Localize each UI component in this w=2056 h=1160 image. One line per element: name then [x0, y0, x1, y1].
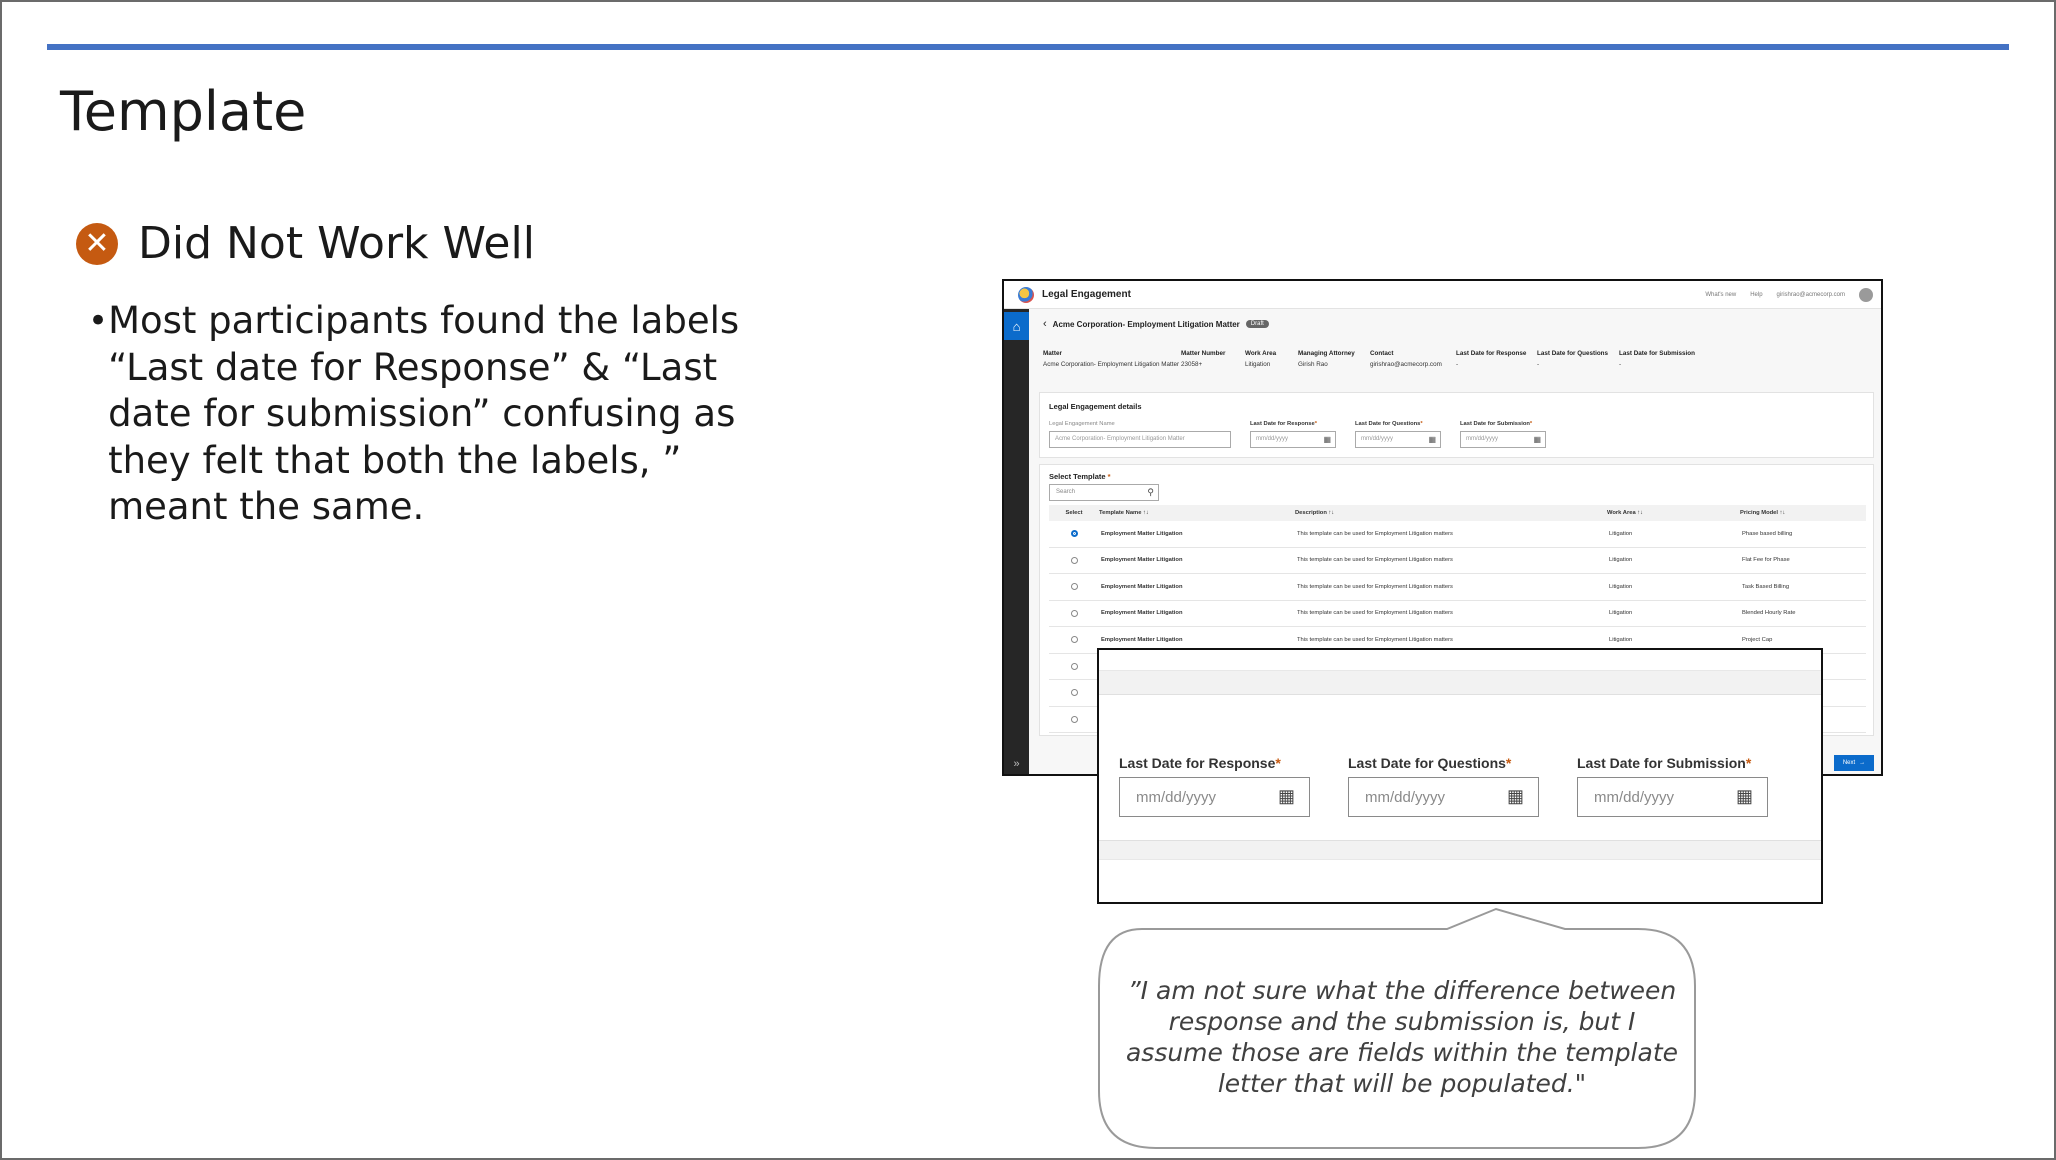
- select-cell: [1049, 663, 1099, 670]
- meta-value: Litigation: [1245, 361, 1271, 368]
- accent-rule: [47, 44, 2009, 50]
- pricing-model-cell: Phase based billing: [1742, 530, 1793, 537]
- template-name-cell: Employment Matter Litigation: [1101, 530, 1183, 537]
- help-link[interactable]: Help: [1750, 292, 1763, 298]
- column-header[interactable]: Description ↑↓: [1295, 510, 1335, 516]
- finding-heading: [76, 218, 535, 269]
- engagement-name-label: Legal Engagement Name: [1049, 421, 1115, 427]
- select-cell: [1049, 530, 1099, 537]
- meta-label: Work Area: [1245, 350, 1277, 357]
- zoom-response-field[interactable]: mm/dd/yyyy ▦: [1119, 777, 1310, 817]
- work-area-cell: Litigation: [1609, 530, 1633, 537]
- calendar-icon[interactable]: ▦: [1506, 786, 1524, 806]
- calendar-icon[interactable]: ▦: [1533, 435, 1541, 444]
- select-cell: [1049, 610, 1099, 617]
- user-email[interactable]: girishrao@acmecorp.com: [1776, 292, 1845, 298]
- pricing-model-cell: Blended Hourly Rate: [1742, 610, 1796, 617]
- app-top-links: [1705, 288, 1873, 302]
- meta-label: Last Date for Response: [1456, 350, 1527, 357]
- pricing-model-cell: Task Based Billing: [1742, 583, 1790, 590]
- questions-date-field[interactable]: mm/dd/yyyy ▦: [1355, 431, 1441, 448]
- select-cell: [1049, 716, 1099, 723]
- next-button[interactable]: Next →: [1834, 755, 1874, 771]
- participant-quote: ”I am not sure what the difference between response and the submission is, but I assume those are fields within the template letter that will be populated.": [1125, 976, 1679, 1098]
- meta-last-date-response: [1456, 350, 1526, 368]
- response-date-field[interactable]: mm/dd/yyyy ▦: [1250, 431, 1336, 448]
- column-header: Select: [1065, 510, 1083, 516]
- select-cell: [1049, 636, 1099, 643]
- side-rail: [1004, 309, 1029, 776]
- breadcrumb-title: Acme Corporation- Employment Litigation Matter: [1052, 319, 1240, 329]
- select-radio[interactable]: [1071, 610, 1078, 617]
- meta-value: Girish Rao: [1298, 361, 1328, 368]
- meta-value: -: [1456, 361, 1459, 368]
- work-area-cell: Litigation: [1609, 557, 1633, 564]
- table-row[interactable]: [1049, 521, 1866, 548]
- select-cell: [1049, 583, 1099, 590]
- column-header[interactable]: Template Name ↑↓: [1099, 510, 1149, 516]
- description-cell: This template can be used for Employment Litigation matters: [1297, 636, 1453, 643]
- zoom-band: [1099, 670, 1821, 695]
- select-radio[interactable]: [1071, 636, 1078, 643]
- meta-label: Matter: [1043, 350, 1062, 357]
- zoom-questions-field[interactable]: mm/dd/yyyy ▦: [1348, 777, 1539, 817]
- questions-date-label: Last Date for Questions*: [1355, 421, 1423, 427]
- column-header[interactable]: Work Area ↑↓: [1607, 510, 1644, 516]
- engagement-name-field[interactable]: Acme Corporation- Employment Litigation Matter: [1049, 431, 1231, 448]
- app-name: Legal Engagement: [1042, 289, 1131, 300]
- pricing-model-cell: Project Cap: [1742, 636, 1773, 643]
- meta-label: Matter Number: [1181, 350, 1226, 357]
- select-radio[interactable]: [1071, 716, 1078, 723]
- submission-date-field[interactable]: mm/dd/yyyy ▦: [1460, 431, 1546, 448]
- calendar-icon[interactable]: ▦: [1277, 786, 1295, 806]
- x-circle-icon: ✕: [76, 223, 118, 265]
- zoom-submission-label: Last Date for Submission*: [1577, 755, 1752, 771]
- search-icon[interactable]: ⚲: [1147, 487, 1154, 497]
- meta-value: Acme Corporation- Employment Litigation Matter: [1043, 361, 1180, 368]
- meta-last-date-submission: [1619, 350, 1695, 368]
- response-date-label: Last Date for Response*: [1250, 421, 1318, 427]
- select-radio[interactable]: [1071, 557, 1078, 564]
- table-row[interactable]: [1049, 601, 1866, 628]
- calendar-icon[interactable]: ▦: [1735, 786, 1753, 806]
- description-cell: This template can be used for Employment Litigation matters: [1297, 557, 1453, 564]
- select-radio[interactable]: [1071, 689, 1078, 696]
- calendar-icon[interactable]: ▦: [1323, 435, 1331, 444]
- submission-date-label: Last Date for Submission*: [1460, 421, 1533, 427]
- meta-value: -: [1537, 361, 1540, 368]
- select-cell: [1049, 557, 1099, 564]
- select-radio[interactable]: [1071, 583, 1078, 590]
- bullet-text: Most participants found the labels “Last date for Response” & “Last date for submission” confusing as they felt that both the labels, ” meant the same.: [108, 299, 740, 528]
- status-badge: Draft: [1246, 320, 1269, 328]
- work-area-cell: Litigation: [1609, 610, 1633, 617]
- template-name-cell: Employment Matter Litigation: [1101, 636, 1183, 643]
- home-icon[interactable]: ⌂: [1004, 312, 1029, 340]
- select-cell: [1049, 689, 1099, 696]
- back-chevron-icon[interactable]: ‹: [1043, 318, 1047, 330]
- meta-matter-number: [1181, 350, 1225, 368]
- avatar[interactable]: [1859, 288, 1873, 302]
- table-row[interactable]: [1049, 548, 1866, 575]
- description-cell: This template can be used for Employment Litigation matters: [1297, 583, 1453, 590]
- slide-title: Template: [60, 80, 307, 143]
- meta-value: girishrao@acmecorp.com: [1370, 361, 1442, 368]
- template-name-cell: Employment Matter Litigation: [1101, 557, 1183, 564]
- template-name-cell: Employment Matter Litigation: [1101, 583, 1183, 590]
- app-logo: [1018, 287, 1034, 303]
- description-cell: This template can be used for Employment Litigation matters: [1297, 610, 1453, 617]
- zoom-questions-label: Last Date for Questions*: [1348, 755, 1512, 771]
- pricing-model-cell: Flat Fee for Phase: [1742, 557, 1790, 564]
- meta-value: -: [1619, 361, 1622, 368]
- zoom-submission-field[interactable]: mm/dd/yyyy ▦: [1577, 777, 1768, 817]
- work-area-cell: Litigation: [1609, 636, 1633, 643]
- meta-matter: [1043, 350, 1179, 368]
- zoom-band: [1099, 840, 1821, 860]
- zoom-response-label: Last Date for Response*: [1119, 755, 1281, 771]
- app-topbar: [1004, 281, 1881, 309]
- expand-rail-icon[interactable]: »: [1013, 758, 1020, 770]
- meta-work-area: [1245, 350, 1276, 368]
- select-radio[interactable]: [1071, 530, 1078, 537]
- template-search-input[interactable]: Search ⚲: [1049, 484, 1159, 501]
- calendar-icon[interactable]: ▦: [1428, 435, 1436, 444]
- heading-text: Did Not Work Well: [138, 218, 535, 269]
- table-header: [1049, 505, 1866, 521]
- meta-last-date-questions: [1537, 350, 1608, 368]
- meta-label: Last Date for Submission: [1619, 350, 1695, 357]
- whats-new-link[interactable]: What's new: [1705, 292, 1737, 298]
- meta-value: 23058+: [1181, 361, 1203, 368]
- meta-label: Contact: [1370, 350, 1394, 357]
- template-name-cell: Employment Matter Litigation: [1101, 610, 1183, 617]
- zoom-callout: [1097, 648, 1823, 904]
- bullet-item: [88, 298, 808, 531]
- select-template-title: Select Template *: [1049, 472, 1111, 481]
- work-area-cell: Litigation: [1609, 583, 1633, 590]
- bullet-dot: •: [88, 301, 109, 341]
- select-radio[interactable]: [1071, 663, 1078, 670]
- breadcrumb: [1043, 318, 1269, 330]
- arrow-right-icon: →: [1859, 760, 1866, 766]
- meta-label: Managing Attorney: [1298, 350, 1355, 357]
- meta-label: Last Date for Questions: [1537, 350, 1609, 357]
- column-header[interactable]: Pricing Model ↑↓: [1740, 510, 1786, 516]
- meta-contact: [1370, 350, 1442, 368]
- table-row[interactable]: [1049, 574, 1866, 601]
- description-cell: This template can be used for Employment Litigation matters: [1297, 530, 1453, 537]
- meta-managing-attorney: [1298, 350, 1355, 368]
- details-title: Legal Engagement details: [1049, 402, 1142, 411]
- engagement-details-card: [1039, 392, 1874, 458]
